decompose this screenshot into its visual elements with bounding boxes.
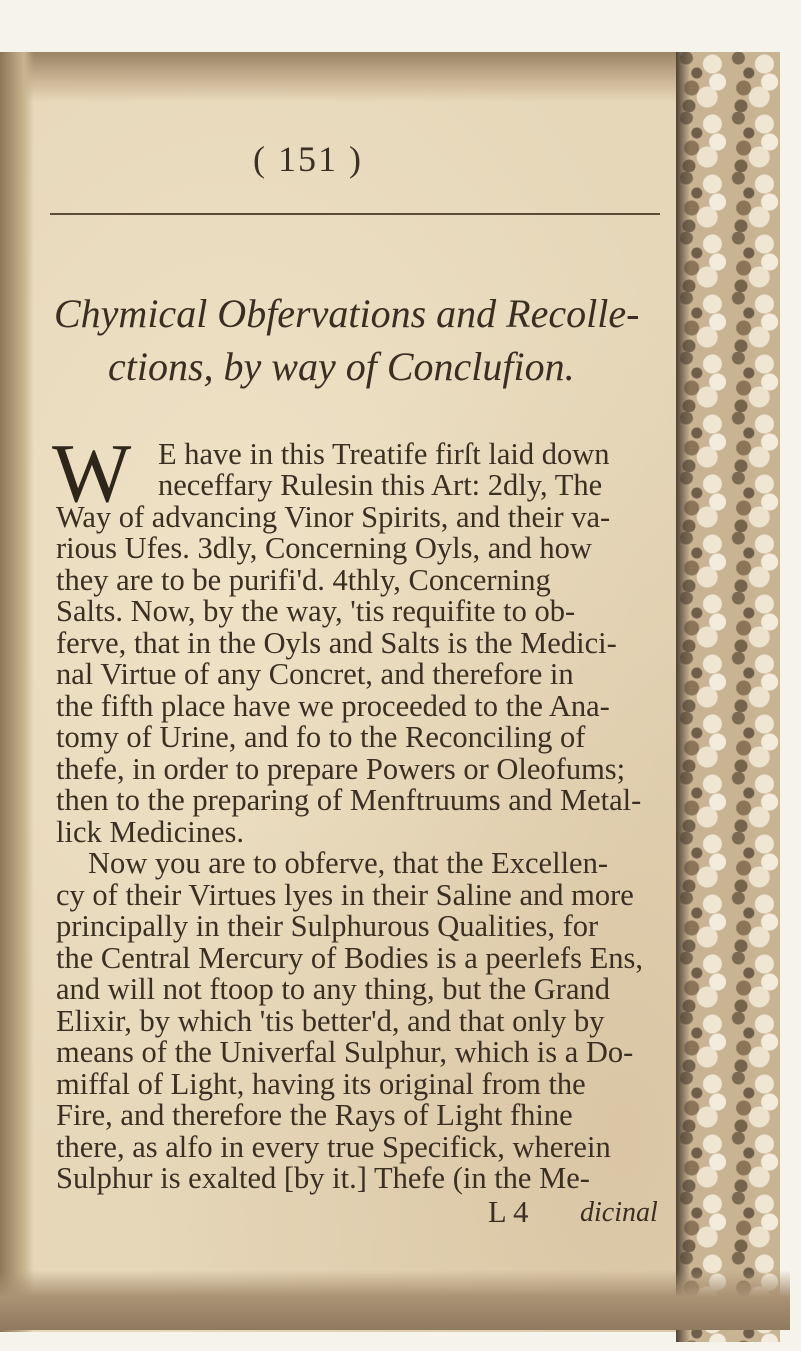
body-line: E have in this Treatife firſt laid down (158, 437, 610, 471)
body-line: neceffary Rulesin this Art: 2dly, The (158, 468, 603, 502)
body-line: cy of their Virtues lyes in their Saline and more (56, 878, 634, 912)
body-line: thefe, in order to prepare Powers or Oleofums; (56, 752, 626, 786)
binding-gutter (0, 52, 34, 1332)
page-number: ( 151 ) (253, 139, 363, 179)
header-rule (50, 213, 660, 215)
body-line: tomy of Urine, and fo to the Reconciling of (56, 720, 586, 754)
body-line: lick Medicines. (56, 815, 245, 849)
page-top-edge (0, 52, 780, 102)
body-line: and will not ftoop to any thing, but the Grand (56, 972, 611, 1006)
body-line: Sulphur is exalted [by it.] Thefe (in the Me- (56, 1161, 590, 1195)
body-line: miffal of Light, having its original from the (56, 1067, 586, 1101)
body-line: the Central Mercury of Bodies is a peerlefs Ens, (56, 941, 643, 975)
body-line: Fire, and therefore the Rays of Light fhine (56, 1098, 573, 1132)
body-line: then to the preparing of Menftruums and Metal- (56, 783, 642, 817)
body-line: nal Virtue of any Concret, and therefore in (56, 657, 574, 691)
catchword: dicinal (580, 1197, 658, 1228)
drop-cap: W (52, 427, 132, 520)
body-line: principally in their Sulphurous Qualities, for (56, 909, 599, 943)
marbled-edge-shadow (676, 52, 690, 1342)
body-line: Salts. Now, by the way, 'tis requifite to ob- (56, 594, 576, 628)
marbled-edge (676, 52, 780, 1342)
body-line: the fifth place have we proceeded to the Ana- (56, 689, 610, 723)
signature-mark: L 4 (488, 1195, 529, 1229)
body-line: means of the Univerfal Sulphur, which is a Do- (56, 1035, 634, 1069)
body-line: Elixir, by which 'tis better'd, and that only by (56, 1004, 605, 1038)
body-line: there, as alfo in every true Specifick, wherein (56, 1130, 611, 1164)
body-line: rious Ufes. 3dly, Concerning Oyls, and how (56, 531, 592, 565)
section-title-line-2: ctions, by way of Conclufion. (108, 344, 575, 389)
body-line: Now you are to obferve, that the Excellen- (88, 846, 608, 880)
body-line: ferve, that in the Oyls and Salts is the Medici- (56, 626, 617, 660)
section-title-line-1: Chymical Obfervations and Recolle- (54, 291, 640, 336)
page-bottom-edge (0, 1270, 790, 1330)
body-line: Way of advancing Vinor Spirits, and their va- (56, 500, 611, 534)
body-line: they are to be purifi'd. 4thly, Concerning (56, 563, 551, 597)
